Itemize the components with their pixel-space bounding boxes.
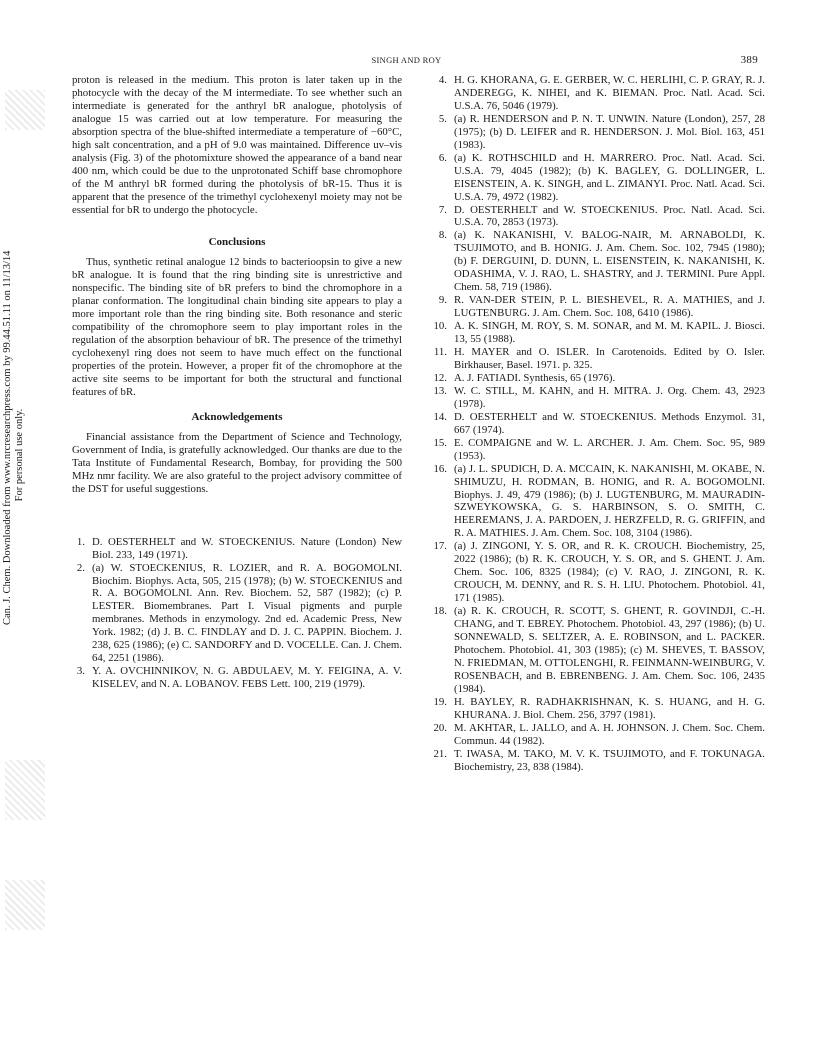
page-number: 389 [740, 54, 758, 66]
reference-item [427, 204, 765, 230]
reference-item [427, 372, 765, 385]
download-notice-line-2: For personal use only. [14, 408, 25, 502]
reference-item [427, 294, 765, 320]
reference-item [427, 696, 765, 722]
reference-number: 13. [433, 384, 447, 397]
reference-number: 20. [433, 721, 447, 734]
reference-number: 15. [433, 436, 447, 449]
reference-item [72, 562, 402, 666]
reference-number: 16. [433, 462, 447, 475]
reference-number: 21. [433, 747, 447, 760]
reference-item [427, 540, 765, 605]
reference-number: 14. [433, 410, 447, 423]
reference-number: 10. [433, 320, 447, 333]
reference-number: 4. [438, 74, 447, 86]
reference-number: 8. [438, 229, 447, 242]
reference-item [427, 605, 765, 696]
reference-item [427, 229, 765, 294]
reference-number: 6. [438, 151, 447, 164]
scan-artifact [5, 880, 45, 930]
reference-text: Y. A. OVCHINNIKOV, N. G. ABDULAEV, M. Y. FEIGINA, A. V. KISELEV, and N. A. LOBANOV. FEBS Lett. 100, 219 (1979). [92, 665, 402, 691]
reference-text: (a) R. HENDERSON and P. N. T. UNWIN. Nature (London), 257, 28 (1975); (b) D. LEIFER and R. HENDERSON. J. Mol. Biol. 163, 451 (1983). [454, 112, 765, 151]
scan-artifact [5, 760, 45, 820]
reference-number: 2. [76, 561, 85, 574]
reference-number: 17. [433, 540, 447, 553]
reference-item [72, 536, 402, 562]
conclusions-heading: Conclusions [208, 236, 266, 249]
reference-number: 9. [438, 294, 447, 307]
reference-text: (a) K. NAKANISHI, V. BALOG-NAIR, M. ARNABOLDI, K. TSUJIMOTO, and B. HONIG. J. Am. Chem. Soc. 102, 7945 (1980); (b) F. DERGUINI, D. DUNN, L. EISENSTEIN, K. NAKANISHI, K. ODASHIMA, V. J. RAO, L. SHASTRY, and J. TERMINI. Pure Appl. Chem. 58, 719 (1986). [454, 229, 765, 294]
acknowledgements-paragraph: Financial assistance from the Department of Science and Technology, Government of India, is gratefully acknowledged. Our thanks are due to the Tata Institute of Fundamental Research, Bombay, for providing the 500 MHz nmr facility. We are also grateful to the project advisory committee of the DST for useful suggestions. [72, 430, 402, 495]
reference-item [427, 463, 765, 541]
reference-number: 18. [433, 605, 447, 618]
reference-item [427, 411, 765, 437]
reference-text: (a) R. K. CROUCH, R. SCOTT, S. GHENT, R. GOVINDJI, C.-H. CHANG, and T. EBREY. Photochem. Photobiol. 43, 297 (1986); (b) U. SONNEWALD, S. SELTZER, A. E. ROBINSON, and L. PACKER. Photochem. Photobiol. 41, 303 (1985); (c) M. SHEVES, T. BASSOV, N. FRIEDMAN, M. OTTOLENGHI, R. FEINMANN-WEINBURG, V. ROSENBACH, and B. EBRENBENG. J. Am. Chem. Soc. 106, 2435 (1984). [454, 605, 765, 695]
reference-item [427, 320, 765, 346]
reference-text: H. G. KHORANA, G. E. GERBER, W. C. HERLIHI, C. P. GRAY, R. J. ANDEREGG, K. NIHEI, and K. BIEMAN. Proc. Natl. Acad. Sci. U.S.A. 76, 5046 (1979). [454, 74, 765, 112]
reference-number: 1. [76, 535, 85, 548]
reference-text: D. OESTERHELT and W. STOECKENIUS. Proc. Natl. Acad. Sci. U.S.A. 70, 2853 (1973). [454, 203, 765, 229]
reference-text: (a) W. STOECKENIUS, R. LOZIER, and R. A. BOGOMOLNI. Biochim. Biophys. Acta, 505, 215 (1978); (b) W. STOECKENIUS and R. A. BOGOMOLNI. Ann. Rev. Biochem. 52, 587 (1982); (c) P. LESTER. Biomembranes. Part I. Visual pigments and purple membranes. Methods in enzymology. 2nd ed. Academic Press, New York. 1982; (d) J. B. C. FINDLAY and D. J. C. PAPPIN. Biochem. J. 238, 625 (1986); (e) C. SANDORFY and D. VOCELLE. Can. J. Chem. 64, 2251 (1986). [92, 561, 402, 665]
running-head-authors: SINGH AND ROY [371, 55, 442, 65]
reference-item [427, 152, 765, 204]
reference-text: M. AKHTAR, L. JALLO, and A. H. JOHNSON. J. Chem. Soc. Chem. Commun. 44 (1982). [454, 721, 765, 747]
download-notice [2, 250, 28, 625]
reference-number: 7. [438, 203, 447, 216]
reference-item [427, 748, 765, 774]
reference-number: 11. [433, 346, 447, 359]
left-column [72, 74, 402, 691]
reference-text: T. IWASA, M. TAKO, M. V. K. TSUJIMOTO, and F. TOKUNAGA. Biochemistry, 23, 838 (1984). [454, 747, 765, 773]
reference-number: 12. [433, 371, 447, 384]
reference-text: A. K. SINGH, M. ROY, S. M. SONAR, and M. M. KAPIL. J. Biosci. 13, 55 (1988). [454, 320, 765, 346]
reference-item [427, 113, 765, 152]
reference-text: (a) K. ROTHSCHILD and H. MARRERO. Proc. Natl. Acad. Sci. U.S.A. 79, 4045 (1982); (b) K. BAGLEY, G. DOLLINGER, L. EISENSTEIN, A. K. SINGH, and L. ZIMANYI. Proc. Natl. Acad. Sci. U.S.A. 79, 4972 (1982). [454, 151, 765, 203]
reference-number: 5. [438, 112, 447, 125]
acknowledgements-heading: Acknowledgements [191, 410, 283, 423]
body-paragraph: proton is released in the medium. This proton is later taken up in the photocycle with the decay of the M intermediate. To see whether such an intermediate is generated for the anthryl bR analogue, photolysis of analogue 15 was carried out at low temperature. For measuring the absorption spectra of the blue-shifted intermediate a temperature of −60°C, high salt concentration, and a pH of 9.0 was maintained. Difference uv–vis analysis (Fig. 3) of the photomixture showed the appearance of a band near 400 nm, which could be due to the unprotonated Schiff base chromophore of the M anthryl bR formed during the photolysis of bR-15. Thus it is apparent that the presence of the trimethyl cyclohexenyl moiety may not be essential for bR to undergo the photocycle. [72, 74, 402, 216]
reference-text: W. C. STILL, M. KAHN, and H. MITRA. J. Org. Chem. 43, 2923 (1978). [454, 384, 765, 410]
reference-number: 19. [433, 695, 447, 708]
reference-text: E. COMPAIGNE and W. L. ARCHER. J. Am. Chem. Soc. 95, 989 (1953). [454, 436, 765, 462]
scan-artifact [5, 90, 45, 130]
reference-item [427, 385, 765, 411]
reference-text: A. J. FATIADI. Synthesis, 65 (1976). [454, 371, 616, 384]
reference-number: 3. [76, 665, 85, 678]
reference-list-right [427, 74, 765, 773]
reference-text: H. MAYER and O. ISLER. In Carotenoids. Edited by O. Isler. Birkhauser, Basel. 1971. p. 325. [454, 346, 765, 371]
reference-text: H. BAYLEY, R. RADHAKRISHNAN, K. S. HUANG, and H. G. KHURANA. J. Biol. Chem. 256, 3797 (1981). [454, 695, 765, 721]
reference-text: (a) J. ZINGONI, Y. S. OR, and R. K. CROUCH. Biochemistry, 25, 2022 (1986); (b) R. K. CROUCH, Y. S. OR, and S. GHENT. J. Am. Chem. Soc. 106, 8325 (1984); (c) V. RAO, J. ZINGONI, R. K. CROUCH, M. DENNY, and R. S. H. LIU. Photochem. Photobiol. 41, 171 (1985). [454, 540, 765, 605]
reference-text: (a) J. L. SPUDICH, D. A. MCCAIN, K. NAKANISHI, M. OKABE, N. SHIMUZU, H. RODMAN, B. HONIG, and R. A. BOGOMOLNI. Biophys. J. 49, 479 (1986); (b) J. LUGTENBURG, M. MAURADIN-SZWEYKOWSKA, G. S. HARBINSON, S. O. SMITH, C. HEEREMANS, J. A. PARDOEN, J. HERZFELD, R. G. GRIFFIN, and R. A. MATHIES. J. Am. Chem. Soc. 108, 3104 (1986). [454, 462, 765, 540]
reference-list-left [72, 536, 402, 691]
reference-item [427, 722, 765, 748]
right-column [427, 74, 765, 773]
reference-text: D. OESTERHELT and W. STOECKENIUS. Methods Enzymol. 31, 667 (1974). [454, 410, 765, 436]
reference-item [427, 346, 765, 372]
reference-item [427, 437, 765, 463]
reference-item [427, 74, 765, 113]
reference-item [72, 665, 402, 691]
reference-text: R. VAN-DER STEIN, P. L. BIESHEVEL, R. A. MATHIES, and J. LUGTENBURG. J. Am. Chem. Soc. 108, 6410 (1986). [454, 294, 765, 320]
reference-text: D. OESTERHELT and W. STOECKENIUS. Nature (London) New Biol. 233, 149 (1971). [92, 535, 402, 561]
download-notice-line-1: Can. J. Chem. Downloaded from www.nrcresearchpress.com by 99.44.51.11 on 11/13/14 [2, 250, 13, 625]
conclusions-paragraph: Thus, synthetic retinal analogue 12 binds to bacterioopsin to give a new bR analogue. It is found that the ring binding site is unrestrictive and nonspecific. The binding site of bR prefers to bind the chromophore in a planar conformation. The longitudinal chain binding site appears to play a more important role than the ring binding site. Both resonance and steric compatibility of the chromophore seem to play important roles in the regulation of the absorption behaviour of bR. The presence of the trimethyl cyclohexenyl ring does not seem to have much effect on the functional properties of the protein. However, a proper fit of the chromophore at the active site seems to be important for both the structural and functional features of bR. [72, 256, 402, 398]
